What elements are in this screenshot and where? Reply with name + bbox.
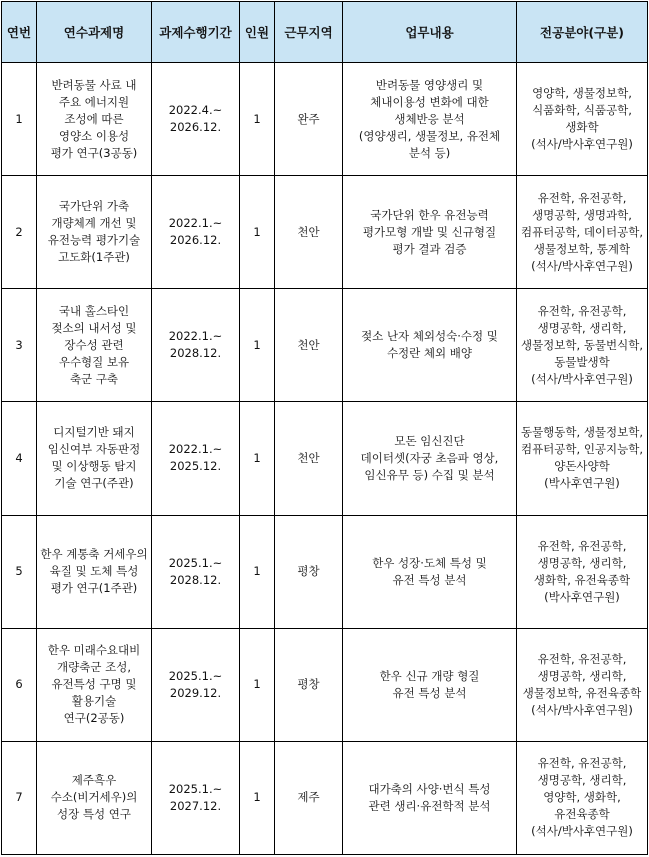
- major-field-line: 유전학, 유전공학,: [537, 756, 627, 771]
- headcount: 1: [240, 289, 275, 402]
- major-field: [517, 289, 648, 402]
- duty-description-line: 평가모형 개발 및 신규형질: [362, 224, 497, 239]
- headcount: 1: [240, 741, 275, 854]
- major-field-line: 컴퓨터공학, 인공지능학,: [520, 442, 644, 457]
- project-title: [37, 628, 152, 741]
- headcount: 1: [240, 515, 275, 628]
- major-field-line: 유전학, 유전공학,: [537, 190, 627, 205]
- project-period: [152, 63, 240, 176]
- project-title-line: 성장 특성 연구: [57, 807, 131, 822]
- project-title-line: 우수형질 보유: [58, 354, 130, 369]
- table-row: [2, 515, 648, 628]
- project-period: [152, 628, 240, 741]
- project-period-line: 2027.12.: [169, 798, 222, 813]
- major-field-line: 생화학, 유전육종학: [533, 572, 631, 587]
- project-title-line: 제주흑우: [71, 773, 117, 788]
- project-period-line: 2022.4.~: [168, 103, 223, 118]
- project-title: [37, 402, 152, 515]
- duty-description-line: 생체반응 분석: [394, 111, 465, 126]
- project-period-line: 2022.1.~: [168, 442, 223, 457]
- row-number: 1: [2, 63, 37, 176]
- major-field: [517, 402, 648, 515]
- headcount: 1: [240, 63, 275, 176]
- header-people: 인원: [240, 2, 275, 63]
- project-title: [37, 289, 152, 402]
- major-field-line: 생명공학, 생리학,: [537, 668, 627, 683]
- major-field-line: 컴퓨터공학, 데이터공학,: [520, 224, 644, 239]
- duty-description: [343, 176, 517, 289]
- duty-description-line: 임신유무 등) 수집 및 분석: [364, 467, 495, 482]
- header-title: 연수과제명: [37, 2, 152, 63]
- duty-description: [343, 515, 517, 628]
- duty-description: [343, 741, 517, 854]
- row-number: 4: [2, 402, 37, 515]
- project-title: [37, 176, 152, 289]
- project-title-line: 개량축군 조성,: [57, 660, 131, 675]
- project-title: [37, 741, 152, 854]
- table-row: [2, 628, 648, 741]
- duty-description: [343, 289, 517, 402]
- major-field: [517, 741, 648, 854]
- major-field-line: 양돈사양학: [554, 459, 610, 474]
- work-region: 평창: [275, 628, 343, 741]
- project-title-line: 국가단위 가축: [58, 199, 130, 214]
- table-row: [2, 63, 648, 176]
- duty-description-line: 수정란 체외 배양: [386, 346, 473, 361]
- project-period: [152, 289, 240, 402]
- project-title-line: 육질 및 도체 특성: [49, 564, 139, 579]
- project-title-line: 평가 연구(1주관): [50, 581, 138, 596]
- duty-description-line: 국가단위 한우 유전능력: [370, 207, 489, 222]
- duty-description-line: 한우 신규 개량 형질: [379, 668, 480, 683]
- project-title-line: 한우 미래수요대비: [47, 643, 141, 658]
- project-period: [152, 741, 240, 854]
- major-field-line: 동물행동학, 생물정보학,: [520, 425, 644, 440]
- major-field: [517, 63, 648, 176]
- project-title-line: 기술 연구(주관): [54, 476, 134, 491]
- row-number: 6: [2, 628, 37, 741]
- project-title-line: 연구(2공동): [63, 711, 125, 726]
- project-period-line: 2022.1.~: [168, 329, 223, 344]
- major-field-line: 생물정보학, 통계학: [533, 241, 631, 256]
- project-title-line: 고도화(1주관): [58, 250, 130, 265]
- duty-description-line: 체내이용성 변화에 대한: [370, 94, 489, 109]
- duty-description-line: 분석 등): [408, 145, 451, 160]
- major-field-line: 유전학, 유전공학,: [537, 303, 627, 318]
- work-region: 평창: [275, 515, 343, 628]
- project-title-line: 장수성 관련: [64, 337, 124, 352]
- major-field: [517, 176, 648, 289]
- recruitment-table: [1, 1, 648, 855]
- table-body: [2, 63, 648, 855]
- project-period-line: 2029.12.: [169, 685, 222, 700]
- project-title: [37, 63, 152, 176]
- major-field-line: 유전육종학: [554, 807, 610, 822]
- project-title-line: 주요 에너지원: [58, 94, 130, 109]
- duty-description-line: 모돈 임신진단: [394, 433, 465, 448]
- duty-description: [343, 63, 517, 176]
- major-field-line: 유전학, 유전공학,: [537, 651, 627, 666]
- major-field-line: 생물정보학, 동물번식학,: [520, 337, 644, 352]
- table-row: [2, 176, 648, 289]
- duty-description-line: 데이터셋(자궁 초음파 영상,: [360, 450, 499, 465]
- project-title-line: 임신여부 자동판정: [47, 442, 141, 457]
- headcount: 1: [240, 628, 275, 741]
- work-region: 완주: [275, 63, 343, 176]
- headcount: 1: [240, 176, 275, 289]
- header-no: 연번: [2, 2, 37, 63]
- duty-description-line: 관련 생리·유전학적 분석: [368, 798, 491, 813]
- project-title: [37, 515, 152, 628]
- header-region: 근무지역: [275, 2, 343, 63]
- row-number: 2: [2, 176, 37, 289]
- duty-description-line: 유전 특성 분석: [392, 685, 467, 700]
- project-period-line: 2025.1.~: [168, 781, 223, 796]
- project-title-line: 조성에 따른: [64, 111, 124, 126]
- project-period-line: 2028.12.: [169, 572, 222, 587]
- major-field-line: 생명공학, 생명과학,: [532, 207, 632, 222]
- major-field-line: (석사/박사후연구원): [531, 824, 633, 839]
- project-title-line: 개량체계 개선 및: [51, 216, 137, 231]
- duty-description-line: 평가 결과 검증: [392, 241, 467, 256]
- project-title-line: 국내 홀스타인: [58, 303, 130, 318]
- project-period: [152, 402, 240, 515]
- table-row: [2, 402, 648, 515]
- major-field-line: 영양학, 생물정보학,: [532, 86, 632, 101]
- header-period: 과제수행기간: [152, 2, 240, 63]
- project-title-line: 유전특성 구명 및: [51, 677, 137, 692]
- duty-description-line: 젖소 난자 체외성숙·수정 및: [361, 329, 498, 344]
- major-field: [517, 515, 648, 628]
- major-field-line: 유전학, 유전공학,: [537, 538, 627, 553]
- major-field-line: 생화학: [565, 120, 599, 135]
- project-title-line: 활용기술: [71, 694, 117, 709]
- row-number: 7: [2, 741, 37, 854]
- duty-description-line: 대가축의 사양·번식 특성: [368, 781, 491, 796]
- project-title-line: 축군 구축: [69, 371, 119, 386]
- major-field-line: (석사/박사후연구원): [531, 702, 633, 717]
- major-field-line: (석사/박사후연구원): [531, 137, 633, 152]
- duty-description-line: (영양생리, 생물정보, 유전체: [358, 128, 501, 143]
- table-row: [2, 289, 648, 402]
- project-period-line: 2025.1.~: [168, 555, 223, 570]
- project-period-line: 2022.1.~: [168, 216, 223, 231]
- work-region: 제주: [275, 741, 343, 854]
- duty-description-line: 유전 특성 분석: [392, 572, 467, 587]
- project-title-line: 디지털기반 돼지: [53, 425, 135, 440]
- project-period-line: 2025.12.: [169, 459, 222, 474]
- project-title-line: 평가 연구(3공동): [50, 145, 138, 160]
- header-duty: 업무내용: [343, 2, 517, 63]
- project-title-line: 한우 계통축 거세우의: [40, 547, 148, 562]
- project-period: [152, 515, 240, 628]
- major-field-line: 생물정보학, 유전육종학: [522, 685, 642, 700]
- project-title-line: 영양소 이용성: [58, 128, 130, 143]
- work-region: 천안: [275, 176, 343, 289]
- work-region: 천안: [275, 402, 343, 515]
- project-title-line: 젖소의 내서성 및: [51, 320, 137, 335]
- table-row: [2, 741, 648, 854]
- major-field-line: 동물발생학: [554, 354, 610, 369]
- project-title-line: 반려동물 사료 내: [51, 77, 137, 92]
- project-title-line: 및 이상행동 탐지: [51, 459, 137, 474]
- project-title-line: 유전능력 평가기술: [47, 233, 141, 248]
- project-period: [152, 176, 240, 289]
- project-period-line: 2025.1.~: [168, 668, 223, 683]
- row-number: 3: [2, 289, 37, 402]
- duty-description-line: 한우 성장·도체 특성 및: [372, 555, 487, 570]
- major-field-line: 식품화학, 식품공학,: [532, 103, 632, 118]
- major-field-line: 생명공학, 생리학,: [537, 773, 627, 788]
- major-field: [517, 628, 648, 741]
- major-field-line: 생명공학, 생리학,: [537, 555, 627, 570]
- row-number: 5: [2, 515, 37, 628]
- duty-description-line: 반려동물 영양생리 및: [375, 77, 484, 92]
- header-major: 전공분야(구분): [517, 2, 648, 63]
- work-region: 천안: [275, 289, 343, 402]
- header-row: [2, 2, 648, 63]
- headcount: 1: [240, 402, 275, 515]
- project-period-line: 2028.12.: [169, 346, 222, 361]
- major-field-line: (석사/박사후연구원): [531, 258, 633, 273]
- duty-description: [343, 402, 517, 515]
- project-period-line: 2026.12.: [169, 120, 222, 135]
- project-title-line: 수소(비거세우)의: [50, 790, 138, 805]
- major-field-line: 영양학, 생화학,: [543, 790, 621, 805]
- duty-description: [343, 628, 517, 741]
- major-field-line: (박사후연구원): [544, 589, 620, 604]
- major-field-line: (석사/박사후연구원): [531, 371, 633, 386]
- project-period-line: 2026.12.: [169, 233, 222, 248]
- major-field-line: (박사후연구원): [544, 476, 620, 491]
- major-field-line: 생명공학, 생리학,: [537, 320, 627, 335]
